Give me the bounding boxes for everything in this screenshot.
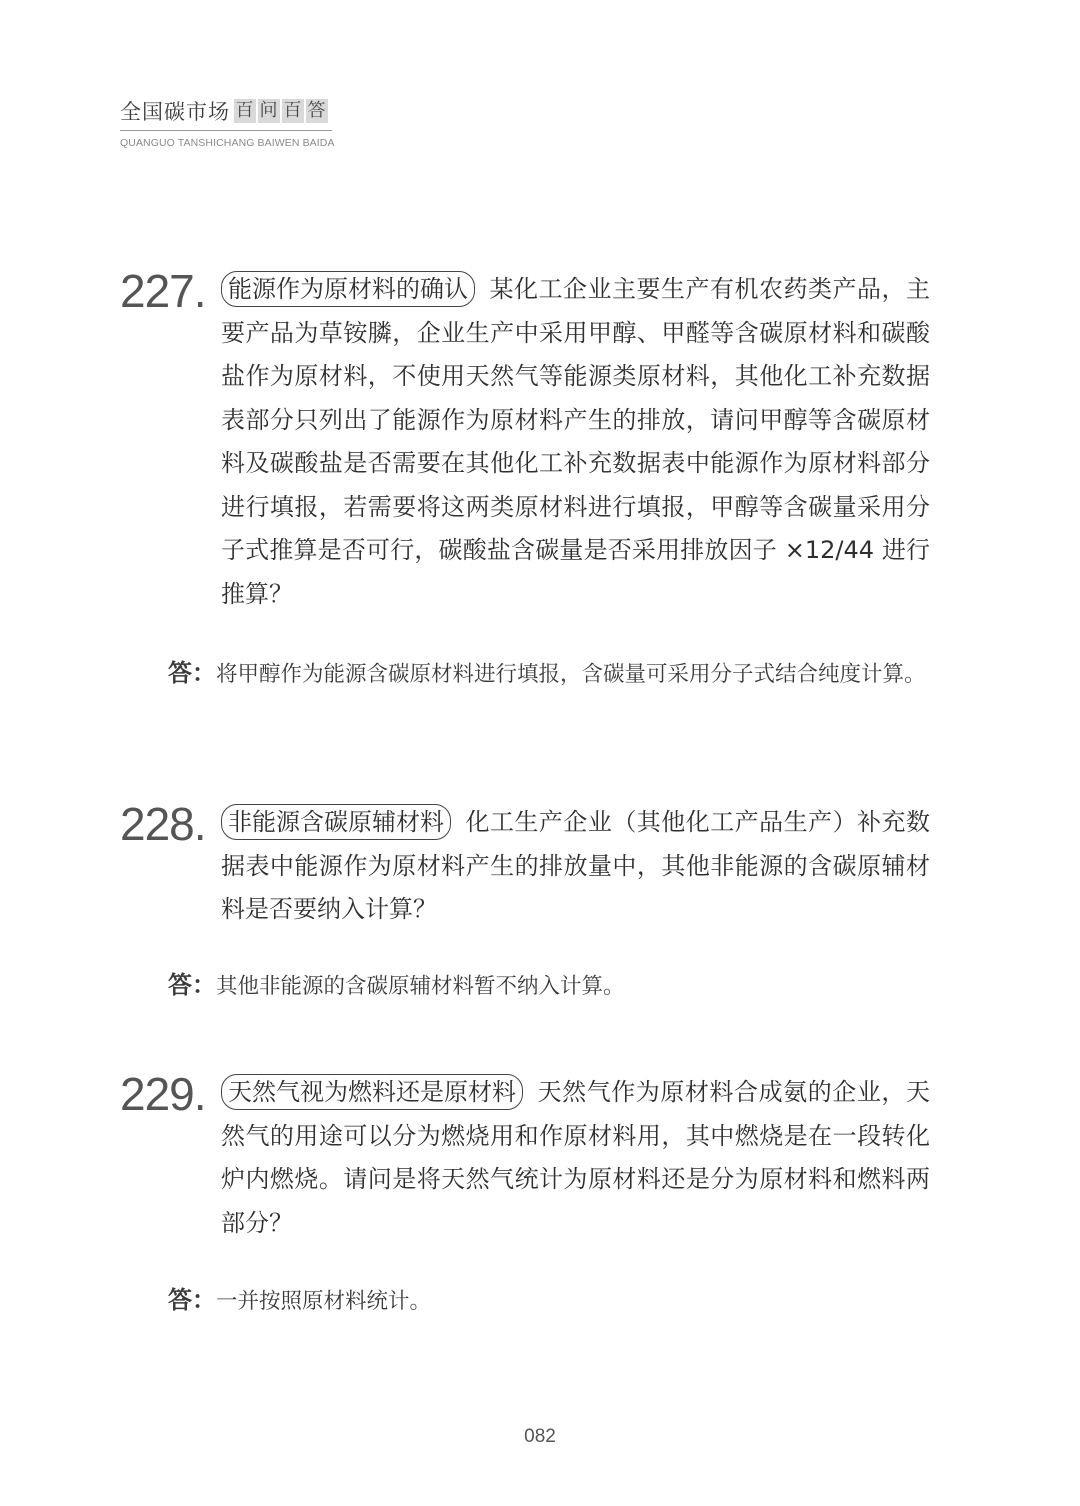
answer-label: 答： [168,971,216,999]
highlight-char: 答 [307,100,327,121]
question-body [221,268,930,616]
answer-228 [120,963,930,1009]
page-number: 082 [524,1426,556,1447]
header-title [120,96,335,126]
answer-label: 答： [168,659,216,687]
answer-227 [120,651,930,697]
answer-229 [120,1278,930,1324]
answer-text: 将甲醇作为能源含碳原材料进行填报，含碳量可采用分子式结合纯度计算。 [216,662,926,687]
header-divider [120,130,332,131]
answer-label: 答： [168,1286,216,1314]
question-text: 某化工企业主要生产有机农药类产品，主要产品为草铵膦，企业生产中采用甲醇、甲醛等含碳原材料和碳酸盐作为原材料，不使用天然气等能源类原材料，其他化工补充数据表部分只列出了能源作为原材料产生的排放，请问甲醇等含碳原材料及碳酸盐是否需要在其他化工补充数据表中能源作为原材料部分进行填报，若需要将这两类原材料进行填报，甲醇等含碳量采用分子式推算是否可行，碳酸盐含碳量是否采用排放因子 ×12/44 进行推算？ [221,275,930,608]
question-number: 227. [120,265,206,317]
header-subtitle: QUANGUO TANSHICHANG BAIWEN BAIDA [120,137,335,149]
question-text: 化工生产企业（其他化工产品生产）补充数据表中能源作为原材料产生的排放量中，其他非能源的含碳原辅材料是否要纳入计算？ [221,808,930,923]
header-title-highlight [234,99,330,123]
page-header [120,96,335,149]
question-229 [120,1068,930,1245]
highlight-char: 百 [283,100,303,121]
question-227 [120,265,930,616]
header-title-main: 全国碳市场 [120,100,230,124]
question-228 [120,798,930,932]
question-number: 228. [120,798,206,850]
question-tag: 能源作为原材料的确认 [221,271,475,307]
question-text: 天然气作为原材料合成氨的企业，天然气的用途可以分为燃烧用和作原材料用，其中燃烧是在一段转化炉内燃烧。请问是将天然气统计为原材料还是分为原材料和燃料两部分？ [221,1078,930,1237]
answer-text: 一并按照原材料统计。 [216,1289,432,1314]
question-body [221,1071,930,1245]
question-number: 229. [120,1068,206,1120]
question-tag: 天然气视为燃料还是原材料 [221,1074,523,1110]
highlight-char: 问 [259,100,279,121]
answer-text: 其他非能源的含碳原辅材料暂不纳入计算。 [216,974,625,999]
highlight-char: 百 [235,100,255,121]
question-tag: 非能源含碳原辅材料 [221,804,451,840]
question-body [221,801,930,932]
